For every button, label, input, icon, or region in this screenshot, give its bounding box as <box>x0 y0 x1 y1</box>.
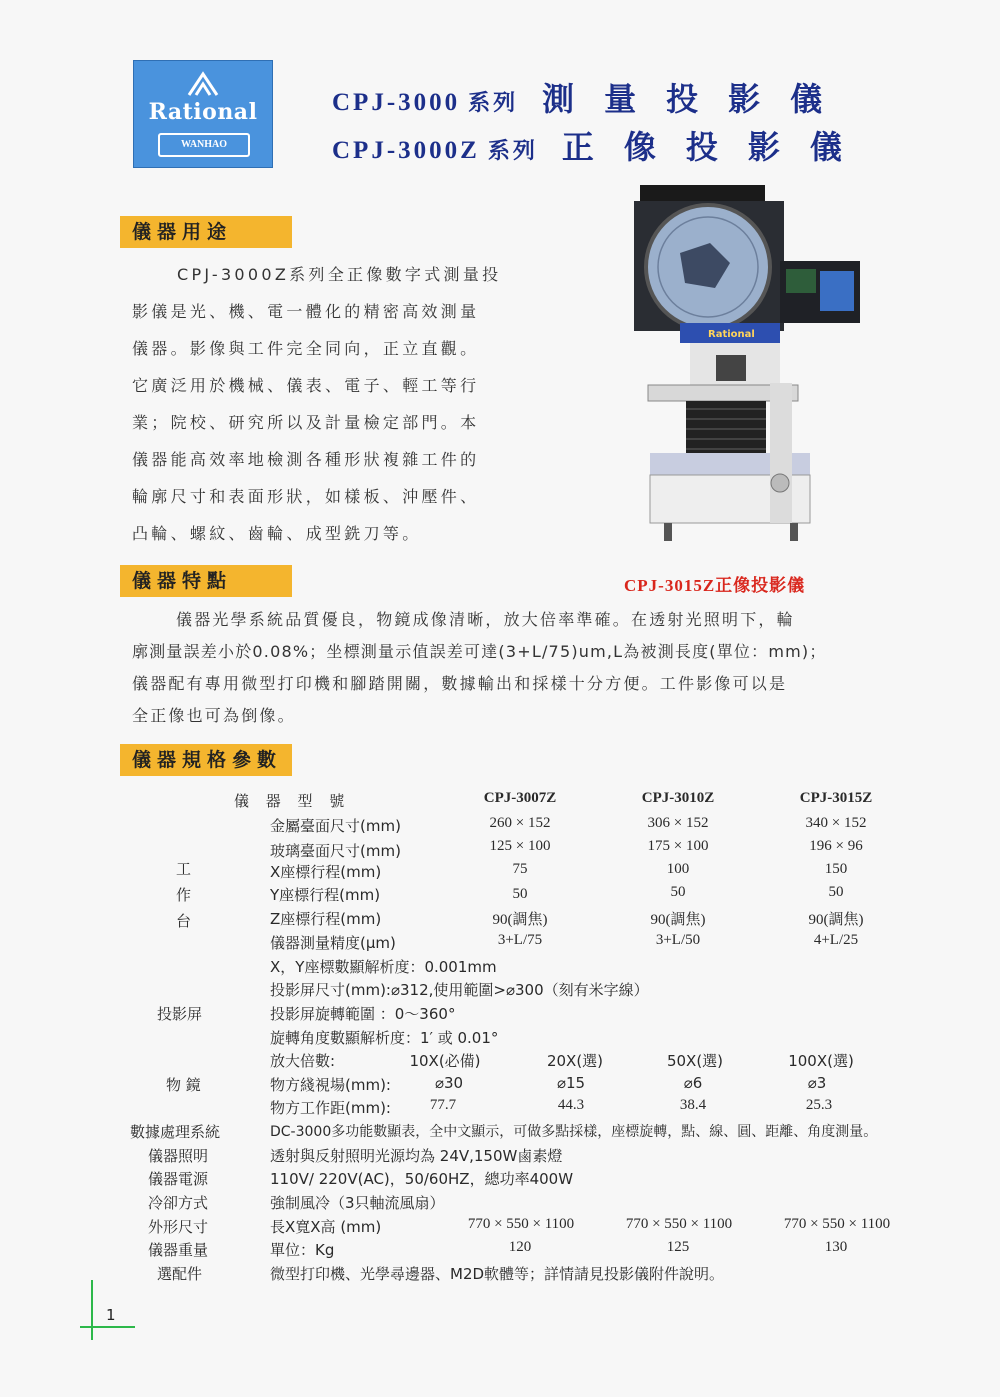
spec-cell: 50 <box>670 884 686 900</box>
header-model-1: CPJ-3000 <box>332 89 461 116</box>
features-line: 全正像也可為倒像。 <box>132 706 296 725</box>
spec-cell: 90(調焦) <box>650 912 706 928</box>
spec-cell: 306 × 152 <box>647 815 709 831</box>
logo-brand-text: Rational <box>148 99 258 125</box>
spec-row-label: Z座標行程(mm) <box>270 910 382 928</box>
group-worktable-3: 台 <box>176 912 192 930</box>
dims-cell: 770 × 550 × 1100 <box>625 1216 733 1232</box>
spec-cell: 50 <box>512 886 528 902</box>
other-row-label: 數據處理系統 <box>130 1123 221 1141</box>
lens-row-label: 物方綫視場(mm): <box>270 1076 391 1094</box>
spec-row-label: Y座標行程(mm) <box>270 886 381 904</box>
weight-sub: 單位：Kg <box>270 1241 335 1259</box>
dims-sub: 長X寬X高 (mm) <box>270 1218 382 1236</box>
group-lens: 物 鏡 <box>166 1076 201 1094</box>
usage-line: 影儀是光、機、電一體化的精密高效測量 <box>132 302 480 321</box>
other-row-label: 冷卻方式 <box>148 1194 209 1212</box>
section-usage-title: 儀器用途 <box>120 216 292 248</box>
other-row-label: 儀器電源 <box>148 1170 209 1188</box>
spec-row-label: 玻璃臺面尺寸(mm) <box>270 842 401 860</box>
other-row-text: 強制風冷（3只軸流風扇） <box>270 1194 445 1212</box>
spec-model-1: CPJ-3007Z <box>483 790 557 806</box>
lens-cell: 25.3 <box>805 1097 833 1113</box>
usage-line: 業；院校、研究所以及計量檢定部門。本 <box>132 413 480 432</box>
usage-line: 它廣泛用於機械、儀表、電子、輕工等行 <box>132 376 480 395</box>
lens-cell: ⌀15 <box>556 1074 586 1092</box>
group-worktable-1: 工 <box>176 860 192 878</box>
spec-cell: 150 <box>824 861 848 877</box>
section-usage-body <box>132 256 552 552</box>
spec-cell: 50 <box>828 884 844 900</box>
section-specs-title: 儀器規格參數 <box>120 744 292 776</box>
spec-cell: 196 × 96 <box>809 838 863 854</box>
spec-cell: 75 <box>512 861 528 877</box>
spec-cell: 175 × 100 <box>647 838 709 854</box>
lens-row-label: 物方工作距(mm): <box>270 1099 391 1117</box>
usage-line: 儀器能高效率地檢測各種形狀複雜工件的 <box>132 450 480 469</box>
screen-row: 投影屏尺寸(mm):⌀312,使用範圍>⌀300（刻有米字線） <box>270 981 649 999</box>
lens-cell: 100X(選) <box>788 1052 854 1070</box>
lens-cell: 20X(選) <box>546 1052 604 1070</box>
weight-label: 儀器重量 <box>148 1241 209 1259</box>
spec-cell: 4+L/25 <box>813 932 859 948</box>
weight-cell: 130 <box>824 1239 848 1255</box>
spec-model-2: CPJ-3010Z <box>641 790 715 806</box>
header-model-2: CPJ-3000Z <box>332 137 480 164</box>
header-series-1: 系列 <box>468 90 519 115</box>
features-line: 儀器光學系統品質優良，物鏡成像清晰，放大倍率準確。在透射光照明下，輪 <box>176 610 795 629</box>
product-caption: CPJ-3015Z正像投影儀 <box>624 576 806 595</box>
lens-cell: 44.3 <box>557 1097 585 1113</box>
page-number: 1 <box>106 1306 116 1324</box>
lens-cell: 77.7 <box>429 1097 457 1113</box>
header-line-1 <box>332 74 852 120</box>
group-worktable-2: 作 <box>176 886 192 904</box>
xy-resolution: X，Y座標數顯解析度：0.001mm <box>270 958 497 976</box>
rational-mark-icon <box>186 71 220 97</box>
accessories-text: 微型打印機、光學尋邊器、M2D軟體等；詳情請見投影儀附件說明。 <box>270 1265 725 1283</box>
section-features-body <box>132 604 932 732</box>
header-title-2: 正像投影儀 <box>561 129 872 165</box>
other-row-label: 儀器照明 <box>148 1147 209 1165</box>
section-features-title: 儀器特點 <box>120 565 292 597</box>
lens-cell: 10X(必備) <box>409 1052 481 1070</box>
dims-cell: 770 × 550 × 1100 <box>467 1216 575 1232</box>
spec-row-label: 儀器測量精度(μm) <box>270 934 396 952</box>
spec-cell: 3+L/75 <box>497 932 543 948</box>
screen-row: 旋轉角度數顯解析度：1′ 或 0.01° <box>270 1029 499 1047</box>
lens-cell: ⌀6 <box>683 1074 703 1092</box>
dims-label: 外形尺寸 <box>148 1218 209 1236</box>
spec-cell: 100 <box>666 861 690 877</box>
features-line: 廓測量誤差小於0.08%；坐標測量示值誤差可達(3+L/75)um,L為被測長度(單位：mm)； <box>132 642 827 661</box>
brand-logo <box>133 60 273 168</box>
other-row-text: 110V/ 220V(AC)，50/60HZ，總功率400W <box>270 1170 574 1188</box>
spec-cell: 90(調焦) <box>808 912 864 928</box>
spec-cell: 3+L/50 <box>655 932 701 948</box>
spec-cell: 125 × 100 <box>489 838 551 854</box>
dims-cell: 770 × 550 × 1100 <box>783 1216 891 1232</box>
spec-cell: 90(調焦) <box>492 912 548 928</box>
spec-cell: 260 × 152 <box>489 815 551 831</box>
group-screen: 投影屏 <box>157 1005 203 1023</box>
screen-row: 投影屏旋轉範圍 ：0～360° <box>270 1005 456 1023</box>
panel-label: Rational <box>708 329 755 340</box>
usage-line: 輪廓尺寸和表面形狀，如樣板、沖壓件、 <box>132 487 480 506</box>
header-title-1: 測量投影儀 <box>542 81 853 117</box>
other-row-text: 透射與反射照明光源均為 24V,150W鹵素燈 <box>270 1147 563 1165</box>
usage-line: 儀器。影像與工件完全同向，正立直觀。 <box>132 339 480 358</box>
projector-illustration <box>620 183 865 551</box>
spec-row-label: X座標行程(mm) <box>270 863 382 881</box>
accessories-label: 選配件 <box>157 1265 203 1283</box>
logo-sub-text: WANHAO <box>158 133 250 157</box>
footer-crosshair-vertical <box>91 1280 93 1340</box>
header-line-2 <box>332 122 872 168</box>
lens-cell: ⌀30 <box>434 1074 464 1092</box>
spec-row-label: 金屬臺面尺寸(mm) <box>270 817 401 835</box>
weight-cell: 120 <box>508 1239 532 1255</box>
spec-cell: 340 × 152 <box>805 815 867 831</box>
header-series-2: 系列 <box>487 138 538 163</box>
spec-model-3: CPJ-3015Z <box>799 790 873 806</box>
lens-row-label: 放大倍數: <box>270 1052 336 1070</box>
lens-cell: 50X(選) <box>666 1052 724 1070</box>
lens-cell: ⌀3 <box>807 1074 827 1092</box>
features-line: 儀器配有專用微型打印機和腳踏開關，數據輸出和採樣十分方便。工件影像可以是 <box>132 674 788 693</box>
spec-header-label: 儀 器 型 號 <box>234 792 351 810</box>
usage-line: 凸輪、螺紋、齒輪、成型銑刀等。 <box>132 524 422 543</box>
weight-cell: 125 <box>666 1239 690 1255</box>
usage-line: CPJ-3000Z系列全正像數字式測量投 <box>177 265 502 284</box>
footer-crosshair-horizontal <box>80 1326 135 1328</box>
lens-cell: 38.4 <box>679 1097 707 1113</box>
other-row-text: DC-3000多功能數顯表，全中文顯示，可做多點採樣，座標旋轉，點、線、圓、距離、角度測量。 <box>270 1124 878 1140</box>
